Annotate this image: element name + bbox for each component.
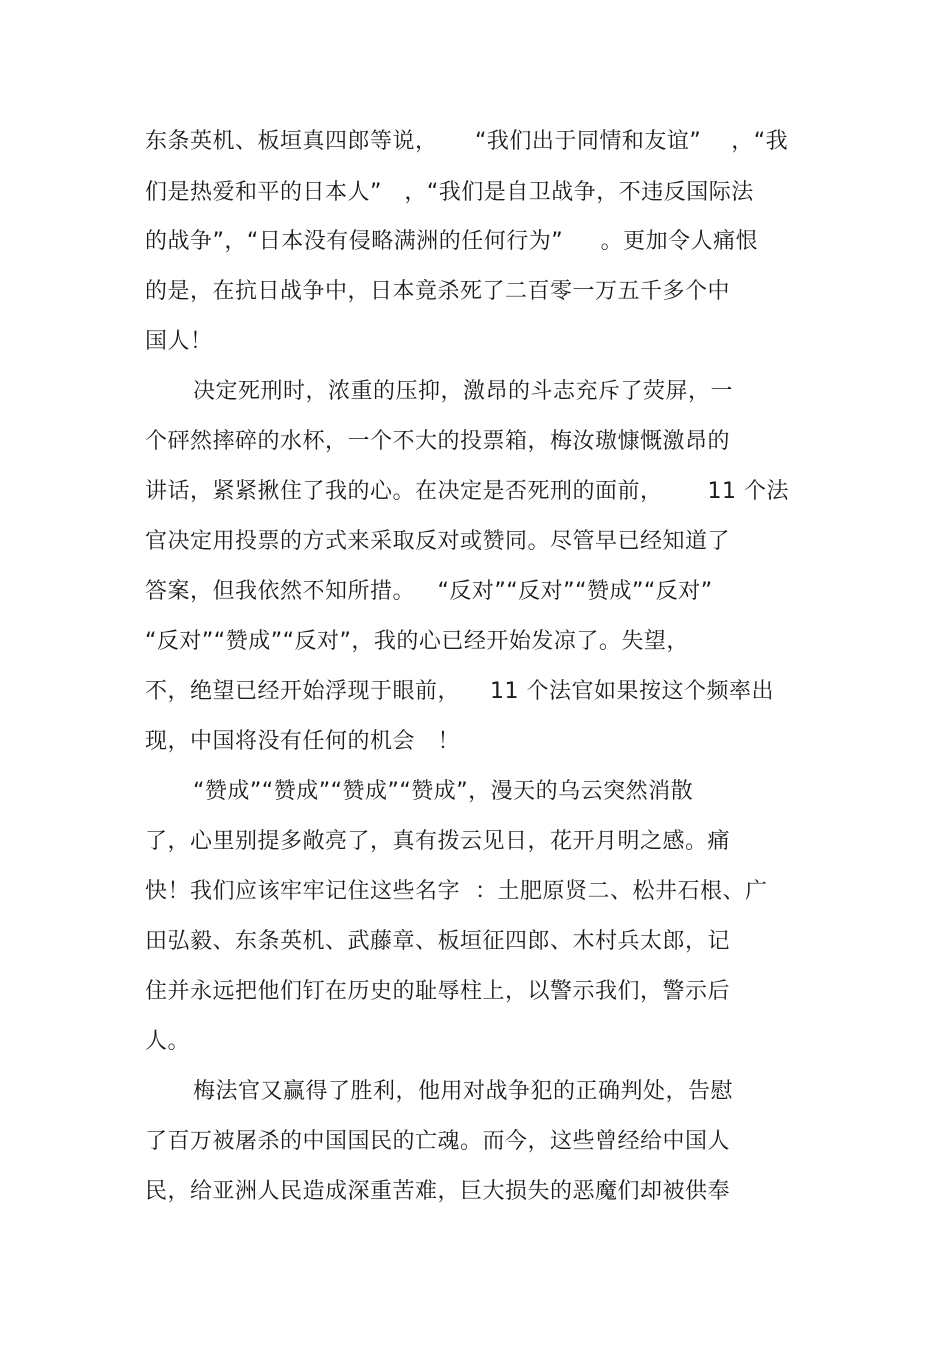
text-line: 了，心里别提多敞亮了，真有拨云见日，花开月明之感。痛 bbox=[145, 829, 731, 854]
text-line: 民，给亚洲人民造成深重苦难，巨大损失的恶魔们却被供奉 bbox=[145, 1179, 731, 1204]
paragraph-start-line: “赞成”“赞成”“赞成”“赞成”，漫天的乌云突然消散 bbox=[193, 779, 694, 804]
text-line: 的是，在抗日战争中，日本竟杀死了二百零一万五千多个中 bbox=[145, 279, 731, 304]
text-line: 了百万被屠杀的中国国民的亡魂。而今，这些曾经给中国人 bbox=[145, 1129, 731, 1154]
text-line: 们是热爱和平的日本人” ，“我们是自卫战争，不违反国际法 bbox=[145, 180, 754, 205]
text-line: 答案，但我依然不知所措。 “反对”“反对”“赞成”“反对” bbox=[145, 579, 713, 604]
text-line: 东条英机、板垣真四郎等说， “我们出于同情和友谊” ，“我 bbox=[145, 129, 789, 154]
paragraph-start-line: 决定死刑时，浓重的压抑，激昂的斗志充斥了荧屏，一 bbox=[193, 379, 734, 404]
text-line: 现，中国将没有任何的机会 ！ bbox=[145, 729, 460, 754]
text-line: 不，绝望已经开始浮现于眼前， 11 个法官如果按这个频率出 bbox=[145, 679, 774, 704]
text-line: 人。 bbox=[145, 1029, 191, 1054]
text-line: “反对”“赞成”“反对”，我的心已经开始发凉了。失望， bbox=[145, 629, 689, 654]
paragraph-start-line: 梅法官又赢得了胜利，他用对战争犯的正确判处，告慰 bbox=[193, 1079, 734, 1104]
text-line: 住并永远把他们钉在历史的耻辱柱上，以警示我们，警示后 bbox=[145, 979, 731, 1004]
text-line: 的战争”，“日本没有侵略满洲的任何行为” 。更加令人痛恨 bbox=[145, 229, 759, 254]
text-line: 田弘毅、东条英机、武藤章、板垣征四郎、木村兵太郎，记 bbox=[145, 929, 731, 954]
text-line: 讲话，紧紧揪住了我的心。在决定是否死刑的面前， 11 个法 bbox=[145, 479, 789, 504]
text-line: 个砰然摔碎的水杯，一个不大的投票箱，梅汝璈慷慨激昂的 bbox=[145, 429, 731, 454]
text-line: 快！我们应该牢牢记住这些名字 ：土肥原贤二、松井石根、广 bbox=[145, 879, 768, 904]
text-line: 国人！ bbox=[145, 329, 213, 354]
text-line: 官决定用投票的方式来采取反对或赞同。尽管早已经知道了 bbox=[145, 529, 731, 554]
